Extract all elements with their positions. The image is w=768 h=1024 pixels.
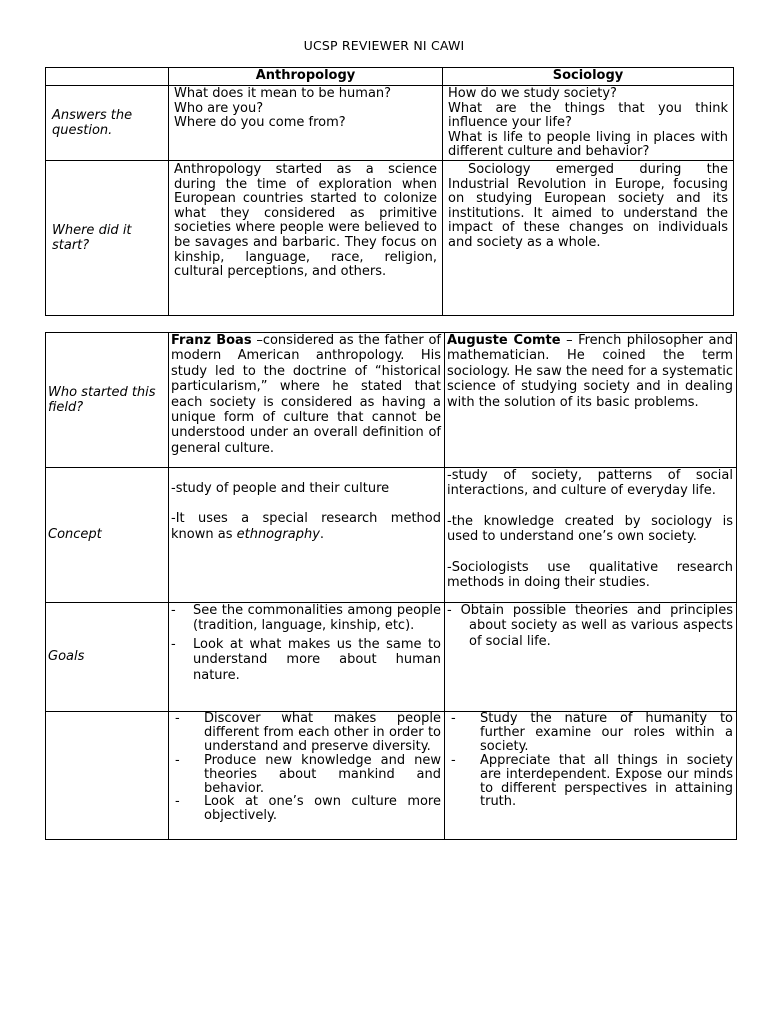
founder-description: – French philosopher and mathematician. He coined the term sociology. He saw the need for a systematic science of studying society and in dealing with the solution of its basic problems. — [447, 333, 733, 410]
row-label-empty — [46, 712, 169, 840]
sociology-more-goals — [445, 712, 737, 840]
row-label-start: Where did it start? — [46, 161, 169, 316]
list-item: Who are you? — [174, 100, 264, 116]
goal-item: - Produce new knowledge and new theories about mankind and behavior. — [171, 754, 441, 796]
table-row — [46, 603, 737, 712]
row-label-concept: Concept — [46, 468, 169, 603]
anthropology-origin: Anthropology started as a science during the time of exploration when European countries started to colonize what they considered as primitive societies where people were believed to be savages and barbaric. They focus on kinship, language, race, religion, cultural perceptions, and others. — [169, 161, 443, 316]
comparison-table-1 — [45, 67, 734, 316]
document-title: UCSP REVIEWER NI CAWI — [303, 38, 465, 53]
concept-term: ethnography — [236, 526, 320, 542]
sociology-goals — [445, 603, 737, 712]
goal-item: - See the commonalities among people (tradition, language, kinship, etc). — [171, 603, 441, 634]
concept-item: -study of society, patterns of social interactions, and culture of everyday life. — [447, 468, 733, 499]
founder-name: Franz Boas — [171, 333, 252, 348]
row-label-who: Who started this field? — [46, 333, 169, 468]
table-row — [46, 712, 737, 840]
header-anthropology: Anthropology — [169, 68, 443, 86]
goal-item: - Study the nature of humanity to further examine our roles within a society. — [447, 712, 733, 754]
table-header-row — [46, 68, 734, 86]
row-label-goals: Goals — [46, 603, 169, 712]
concept-item: -the knowledge created by sociology is used to understand one’s own society. — [447, 513, 733, 545]
header-empty — [46, 68, 169, 86]
anthropology-goals — [169, 603, 445, 712]
goal-item: - Discover what makes people different from each other in order to understand and preserve diversity. — [171, 712, 441, 754]
list-item: What is life to people living in places with different culture and behavior? — [448, 129, 728, 160]
founder-description: –considered as the father of modern American anthropology. His study led to the doctrine of “historical particularism,” where he stated that each society is considered as having a unique form of culture that cannot be understood under an overall definition of general culture. — [171, 333, 441, 456]
anthropology-concept — [169, 468, 445, 603]
goal-item: - Appreciate that all things in society are interdependent. Expose our minds to different perspectives in attaining truth. — [447, 754, 733, 810]
sociology-questions — [443, 86, 734, 161]
sociology-origin: Sociology emerged during the Industrial Revolution in Europe, focusing on studying European society and its institutions. It aimed to understand the impact of these changes on individuals and society as a whole. — [443, 161, 734, 316]
sociology-founder — [445, 333, 737, 468]
table-row — [46, 468, 737, 603]
founder-name: Auguste Comte — [447, 333, 561, 348]
table-row — [46, 333, 737, 468]
row-label-answers: Answers the question. — [46, 86, 169, 161]
list-item: How do we study society? — [448, 86, 617, 101]
goal-item: - Look at what makes us the same to understand more about human nature. — [171, 637, 441, 683]
header-sociology: Sociology — [443, 68, 734, 86]
list-item: Where do you come from? — [174, 115, 346, 131]
list-item: What are the things that you think influence your life? — [448, 100, 728, 131]
comparison-table-2 — [45, 332, 737, 840]
goal-item: - Look at one’s own culture more objectively. — [171, 795, 441, 823]
anthropology-more-goals — [169, 712, 445, 840]
table-row — [46, 161, 734, 316]
concept-item: -study of people and their culture — [171, 481, 390, 496]
concept-item: -It uses a special research method known as ethnography. — [171, 511, 441, 542]
concept-item: -Sociologists use qualitative research methods in doing their studies. — [447, 559, 733, 591]
goal-item: - Obtain possible theories and principles about society as well as various aspects of social life. — [447, 603, 733, 649]
anthropology-questions — [169, 86, 443, 161]
anthropology-founder — [169, 333, 445, 468]
table-row — [46, 86, 734, 161]
sociology-concept — [445, 468, 737, 603]
list-item: What does it mean to be human? — [174, 86, 392, 101]
